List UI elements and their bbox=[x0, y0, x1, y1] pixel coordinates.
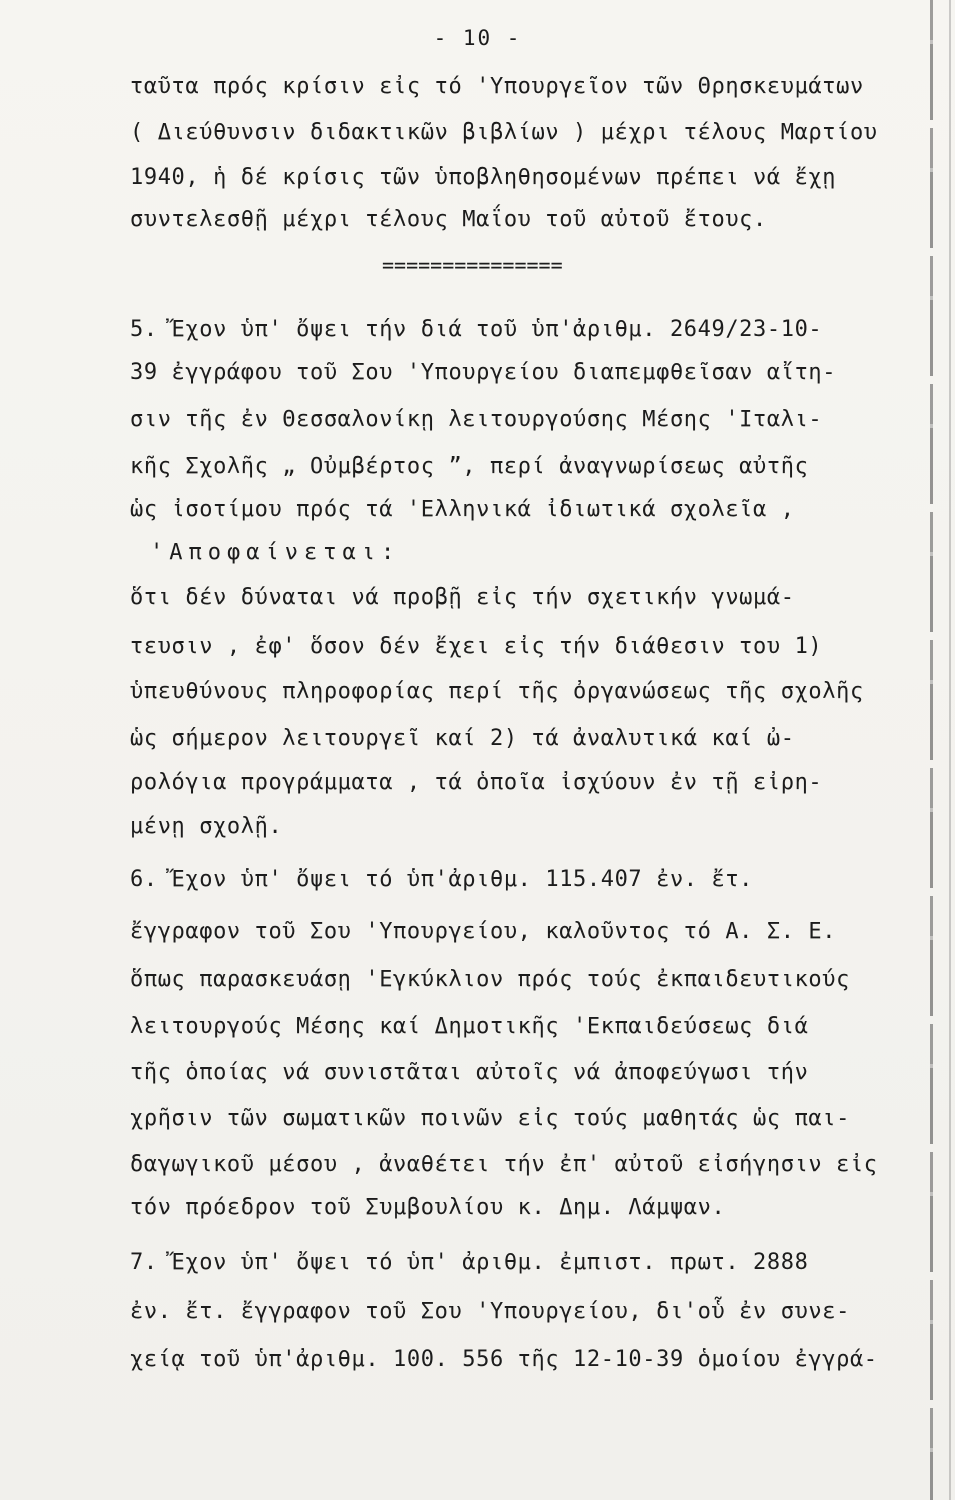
text-line: ὅτι δέν δύναται νά προβῇ εἰς τήν σχετικήν γνωμά- bbox=[130, 585, 795, 610]
text-line: λειτουργούς Μέσης καί Δημοτικῆς 'Εκπαιδεύσεως διά bbox=[130, 1014, 809, 1039]
text-line: δαγωγικοῦ μέσου , ἀναθέτει τήν ἐπ' αὐτοῦ εἰσήγησιν εἰς bbox=[130, 1152, 878, 1177]
text-line: ὡς ἰσοτίμου πρός τά 'Ελληνικά ἰδιωτικά σχολεῖα , bbox=[130, 497, 795, 522]
text-line: 5. Ἔχον ὑπ' ὄψει τήν διά τοῦ ὑπ'ἀριθμ. 2649/23-10- bbox=[130, 317, 823, 342]
text-line: τῆς ὁποίας νά συνιστᾶται αὐτοῖς νά ἀποφεύγωσι τήν bbox=[130, 1060, 809, 1085]
text-line: χρῆσιν τῶν σωματικῶν ποινῶν εἰς τούς μαθητάς ὡς παι- bbox=[130, 1106, 850, 1131]
text-line: ( Διεύθυνσιν διδακτικῶν βιβλίων ) μέχρι τέλους Μαρτίου bbox=[130, 120, 878, 145]
text-line: συντελεσθῇ μέχρι τέλους Μαΐου τοῦ αὐτοῦ ἔτους. bbox=[130, 207, 767, 232]
text-line: 7. Ἔχον ὑπ' ὄψει τό ὑπ' ἀριθμ. ἐμπιστ. πρωτ. 2888 bbox=[130, 1250, 809, 1275]
text-line: χείᾳ τοῦ ὑπ'ἀριθμ. 100. 556 τῆς 12-10-39 ὁμοίου ἐγγρά- bbox=[130, 1347, 878, 1372]
text-line: ὑπευθύνους πληροφορίας περί τῆς ὀργανώσεως τῆς σχολῆς bbox=[130, 679, 864, 704]
text-line: τευσιν , ἐφ' ὅσον δέν ἔχει εἰς τήν διάθεσιν του 1) bbox=[130, 634, 823, 659]
text-line: σιν τῆς ἐν Θεσσαλονίκῃ λειτουργούσης Μέσης 'Ιταλι- bbox=[130, 407, 823, 432]
text-line: 39 ἐγγράφου τοῦ Σου 'Υπουργείου διαπεμφθεῖσαν αἴτη- bbox=[130, 360, 837, 385]
section-separator: =============== bbox=[382, 253, 563, 277]
text-line: μένῃ σχολῇ. bbox=[130, 814, 283, 839]
text-line: κῆς Σχολῆς „ Οὐμβέρτος ”, περί ἀναγνωρίσεως αὐτῆς bbox=[130, 454, 809, 479]
text-line: ὅπως παρασκευάσῃ 'Εγκύκλιον πρός τούς ἐκπαιδευτικούς bbox=[130, 967, 850, 992]
text-line: ρολόγια προγράμματα , τά ὁποῖα ἰσχύουν ἐν τῇ εἰρη- bbox=[130, 770, 823, 795]
text-line: 1940, ἡ δέ κρίσις τῶν ὑποβληθησομένων πρέπει νά ἔχῃ bbox=[130, 165, 837, 190]
text-line: 6. Ἔχον ὑπ' ὄψει τό ὑπ'ἀριθμ. 115.407 ἐν. ἔτ. bbox=[130, 867, 754, 892]
decision-heading: 'Αποφαίνεται: bbox=[150, 540, 401, 565]
text-line: ὡς σήμερον λειτουργεῖ καί 2) τά ἀναλυτικά καί ὠ- bbox=[130, 726, 795, 751]
text-line: ἔγγραφον τοῦ Σου 'Υπουργείου, καλοῦντος τό Α. Σ. Ε. bbox=[130, 919, 837, 944]
text-line: ἐν. ἔτ. ἔγγραφον τοῦ Σου 'Υπουργείου, δι'οὗ ἐν συνε- bbox=[130, 1299, 850, 1324]
text-line: τόν πρόεδρον τοῦ Συμβουλίου κ. Δημ. Λάμψαν. bbox=[130, 1195, 726, 1220]
page-edge-shadow bbox=[930, 0, 933, 1500]
page-number: - 10 - bbox=[433, 26, 522, 50]
page-edge-line bbox=[949, 0, 951, 1500]
text-line: ταῦτα πρός κρίσιν εἰς τό 'Υπουργεῖον τῶν Θρησκευμάτων bbox=[130, 74, 864, 99]
